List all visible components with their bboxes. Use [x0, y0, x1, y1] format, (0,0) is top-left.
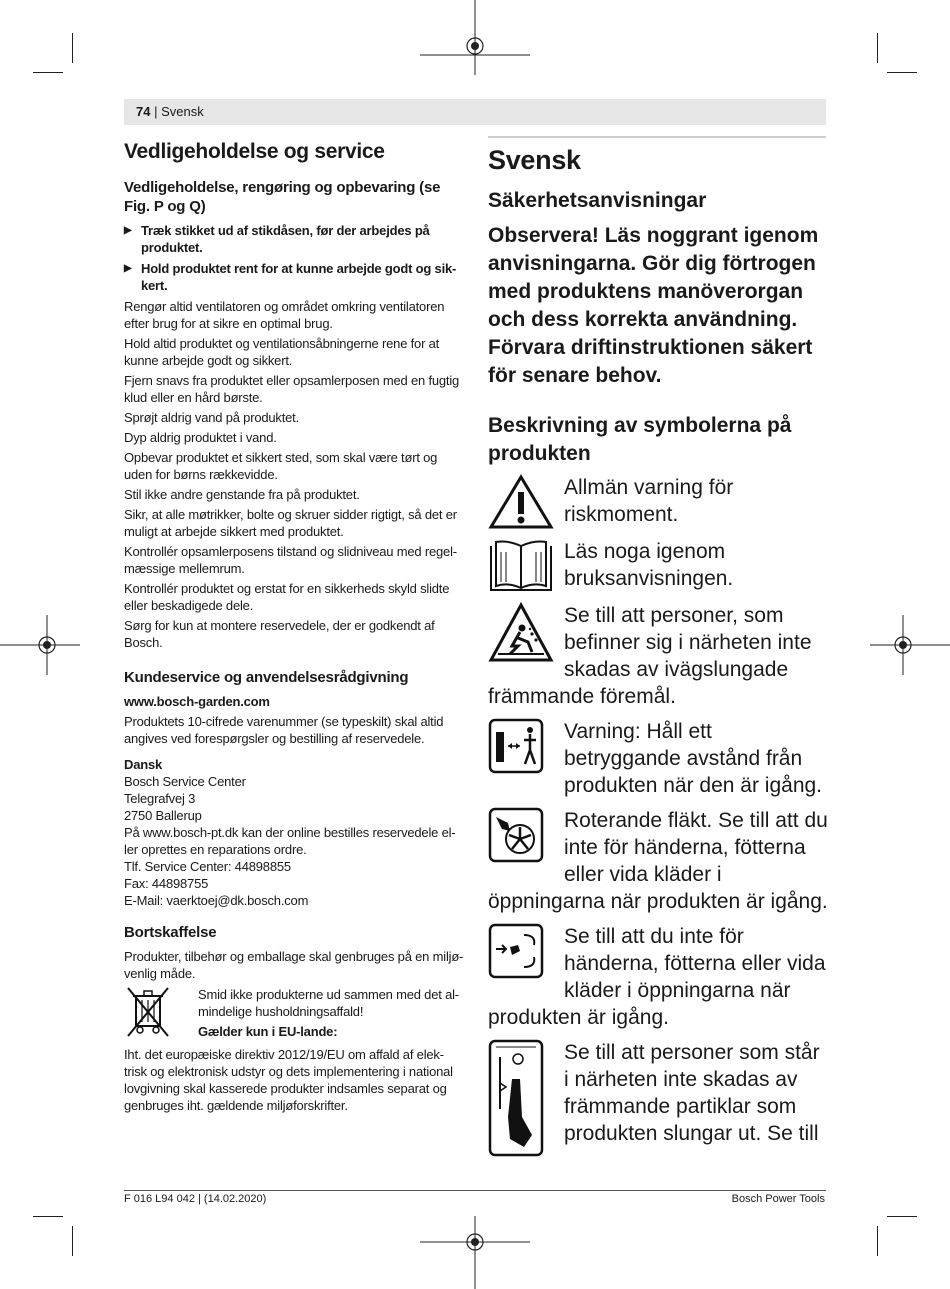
- warning-triangle-icon: [488, 474, 554, 530]
- maintenance-heading: Vedligeholdelse, rengøring og opbevaring (se Fig. P og Q): [124, 179, 441, 215]
- symbols-heading: Beskrivning av symbolerna på produkten: [488, 414, 792, 465]
- symbol-text: Allmän varning för riskmoment.: [564, 476, 734, 526]
- crop-mark: [887, 1216, 917, 1217]
- paragraph: Opbevar produktet et sikkert sted, som skal være tørt og uden for børns rækkevidde.: [124, 450, 438, 482]
- symbol-text: Se till att du inte för händerna, fötterna eller vida kläder i öppningarna när produkten är igång.: [488, 925, 826, 1029]
- manual-book-icon: [488, 538, 554, 594]
- phone: Tlf. Service Center: 44898855: [124, 859, 291, 874]
- symbol-text: Läs noga igenom bruksanvisningen.: [564, 540, 734, 590]
- hands-feet-icon: [488, 923, 544, 979]
- crossed-bin-icon: [124, 986, 172, 1040]
- paragraph: Sørg for kun at montere reservedele, der er godkendt af Bosch.: [124, 618, 435, 650]
- address-line: Telegrafvej 3: [124, 791, 196, 806]
- right-column: [488, 144, 828, 1165]
- symbol-item: [488, 474, 828, 530]
- safe-distance-icon: [488, 718, 544, 774]
- paragraph: Hold altid produktet og ventilationsåbningerne rene for at kunne arbejde godt og sikkert.: [124, 336, 440, 368]
- registration-mark-icon: [870, 615, 950, 675]
- bullet-item: ▶ Træk stikket ud af stikdåsen, før der arbejdes på produktet.: [124, 222, 464, 256]
- crop-mark: [33, 72, 63, 73]
- disposal-heading: Bortskaffelse: [124, 924, 217, 941]
- country-label: Dansk: [124, 757, 163, 772]
- footer-doc-id: F 016 L94 042 | (14.02.2020): [124, 1193, 267, 1205]
- page-header: 74 | Svensk: [136, 104, 204, 119]
- weee-block: [124, 986, 464, 1040]
- symbol-item: [488, 923, 828, 1031]
- symbol-item: [488, 1039, 828, 1157]
- symbol-item: [488, 538, 828, 594]
- header-bar: [124, 99, 826, 125]
- section-title-svensk: Svensk: [488, 145, 581, 175]
- registration-mark-icon: [0, 615, 80, 675]
- eu-text: Iht. det europæiske direktiv 2012/19/EU om affald af elek-trisk og elektronisk udstyr og dets implementering i national lovgivning skal kasserede produkter indsamles separat og genbruges iht. gældende miljøforskrifter.: [124, 1047, 453, 1113]
- online-info: På www.bosch-pt.dk kan der online bestilles reservedele el-ler oprettes en reparations ordre.: [124, 825, 456, 857]
- paragraph: Dyp aldrig produktet i vand.: [124, 430, 277, 445]
- footer-divider: [124, 1190, 826, 1191]
- crop-mark: [33, 1216, 63, 1217]
- symbol-item: [488, 718, 828, 799]
- section-title: Vedligeholdelse og service: [124, 140, 385, 163]
- disposal-intro: Produkter, tilbehør og emballage skal genbruges på en miljø-venlig måde.: [124, 949, 464, 981]
- service-intro: Produktets 10-cifrede varenummer (se typeskilt) skal altid angives ved forespørgsler og bestilling af reservedele.: [124, 714, 444, 746]
- rotating-fan-icon: [488, 807, 544, 863]
- symbol-item: [488, 807, 828, 915]
- service-url[interactable]: www.bosch-garden.com: [124, 694, 270, 709]
- page-number: 74: [136, 104, 151, 119]
- paragraph: Stil ikke andre genstande fra på produktet.: [124, 487, 360, 502]
- safety-heading: Säkerhetsanvisningar: [488, 189, 707, 212]
- address-line: Bosch Service Center: [124, 774, 246, 789]
- paragraph: Fjern snavs fra produktet eller opsamlerposen med en fugtig klud eller en hård børste.: [124, 373, 460, 405]
- paragraph: Rengør altid ventilatoren og området omkring ventilatoren efter brug for at sikre en optimal brug.: [124, 299, 445, 331]
- service-address: [124, 756, 464, 909]
- eu-label: Gælder kun i EU-lande:: [198, 1024, 338, 1039]
- blower-tube-icon: [488, 1039, 544, 1157]
- email: E-Mail: vaerktoej@dk.bosch.com: [124, 893, 309, 908]
- crop-mark: [72, 1226, 73, 1256]
- paragraph: Kontrollér produktet og erstat for en sikkerheds skyld slidte eller beskadigede dele.: [124, 581, 450, 613]
- crop-mark: [887, 72, 917, 73]
- symbol-text: Se till att personer, som befinner sig i närheten inte skadas av ivägslungade främmande föremål.: [488, 604, 812, 708]
- bullet-item: ▶ Hold produktet rent for at kunne arbejde godt og sik-kert.: [124, 260, 464, 294]
- crop-mark: [877, 33, 878, 63]
- paragraph: Sikr, at alle møtrikker, bolte og skruer sidder rigtigt, så det er muligt at arbejde sikkert med produktet.: [124, 507, 457, 539]
- registration-mark-icon: [420, 1216, 530, 1289]
- safety-warning: Observera! Läs noggrant igenom anvisningarna. Gör dig förtrogen med produktens manöverorgan och dess korrekta användning. Förvara driftinstruktionen säkert för senare behov.: [488, 224, 819, 387]
- symbol-text: Roterande fläkt. Se till att du inte för händerna, fötterna eller vida kläder i öppningarna när produkten är igång.: [488, 809, 828, 913]
- service-heading: Kundeservice og anvendelsesrådgivning: [124, 669, 409, 686]
- registration-mark-icon: [420, 0, 530, 80]
- crop-mark: [72, 33, 73, 63]
- header-language: Svensk: [161, 104, 204, 119]
- weee-text: Smid ikke produkterne ud sammen med det al-mindelige husholdningsaffald!: [198, 987, 459, 1019]
- flying-objects-icon: [488, 602, 554, 664]
- paragraph: Sprøjt aldrig vand på produktet.: [124, 410, 299, 425]
- symbol-text: Varning: Håll ett betryggande avstånd från produkten när den är igång.: [564, 720, 823, 797]
- fax: Fax: 44898755: [124, 876, 209, 891]
- paragraph: Kontrollér opsamlerposens tilstand og slidniveau med regel-mæssige mellemrum.: [124, 544, 457, 576]
- footer-brand: Bosch Power Tools: [731, 1193, 825, 1205]
- symbol-item: [488, 602, 828, 710]
- left-column: [124, 140, 464, 1117]
- section-divider: [488, 136, 826, 138]
- symbol-text: Se till att personer som står i närheten inte skadas av främmande partiklar som produkten slungar ut. Se till: [564, 1041, 820, 1145]
- address-line: 2750 Ballerup: [124, 808, 202, 823]
- crop-mark: [877, 1226, 878, 1256]
